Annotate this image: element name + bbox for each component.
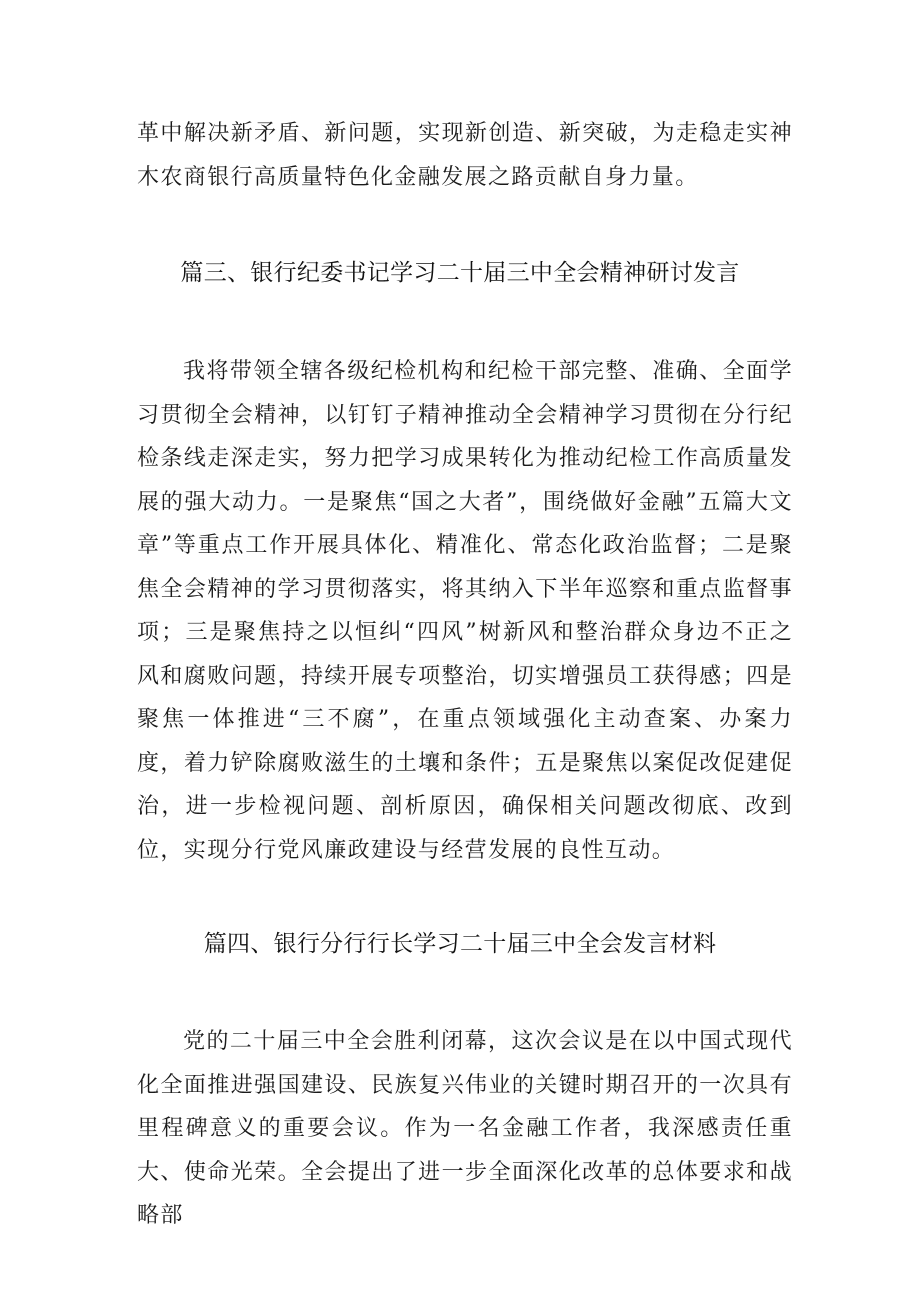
section4-title: 篇四、银行分行行长学习二十届三中全会发言材料 [203,931,717,957]
continued-paragraph: 革中解决新矛盾、新问题，实现新创造、新突破，为走稳走实神木农商银行高质量特色化金融发展之路贡献自身力量。 [137,121,793,190]
section3-title: 篇三、银行纪委书记学习二十届三中全会精神研讨发言 [180,260,740,286]
section3-body: 我将带领全辖各级纪检机构和纪检干部完整、准确、全面学习贯彻全会精神，以钉钉子精神推动全会精神学习贯彻在分行纪检条线走深走实，努力把学习成果转化为推动纪检工作高质量发展的强大动力。一是聚焦“国之大者”，围绕做好金融”五篇大文章”等重点工作开展具体化、精准化、常态化政治监督；二是聚焦全会精神的学习贯彻落实，将其纳入下半年巡察和重点监督事项；三是聚焦持之以恒纠“四风”树新风和整治群众身边不正之风和腐败问题，持续开展专项整治，切实增强员工获得感；四是聚焦一体推进“三不腐”，在重点领域强化主动查案、办案力度，着力铲除腐败滋生的土壤和条件；五是聚焦以案促改促建促治，进一步检视问题、剖析原因，确保相关问题改彻底、改到位，实现分行党风廉政建设与经营发展的良性互动。 [137,359,793,863]
section4-body: 党的二十届三中全会胜利闭幕，这次会议是在以中国式现代化全面推进强国建设、民族复兴伟业的关键时期召开的一次具有里程碑意义的重要会议。作为一名金融工作者，我深感责任重大、使命光荣。全会提出了进一步全面深化改革的总体要求和战略部 [137,1029,793,1228]
